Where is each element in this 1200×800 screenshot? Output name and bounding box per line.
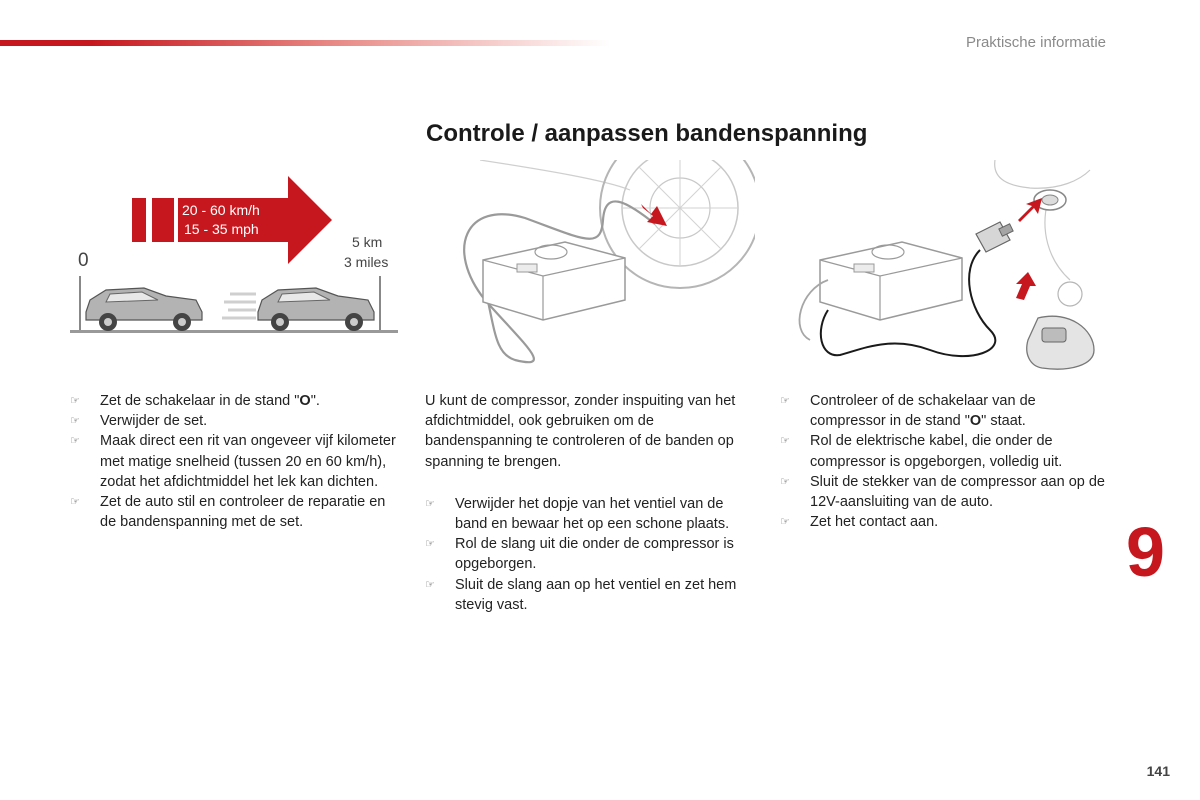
distance-km-label: 5 km xyxy=(352,234,383,250)
car-icon xyxy=(86,288,202,331)
hand-pointer-icon: ☞ xyxy=(70,496,80,509)
list-item xyxy=(70,391,400,411)
step-text: Zet de schakelaar in de stand " xyxy=(100,393,300,409)
step-text: Zet het contact aan. xyxy=(810,514,939,531)
list-item xyxy=(425,534,755,574)
drive-distance-illustration xyxy=(70,170,400,350)
list-item xyxy=(70,492,400,532)
arrow-icon xyxy=(1018,198,1042,222)
list-item xyxy=(70,411,400,431)
step-text: Verwijder het dopje van het ventiel van de band en bewaar het op een schone plaats. xyxy=(455,495,730,533)
hand-pointer-icon: ☞ xyxy=(780,475,790,488)
road-line xyxy=(70,330,398,333)
arrow-icon xyxy=(1016,272,1036,300)
list-item xyxy=(70,431,400,492)
step-text: Verwijder de set. xyxy=(100,413,208,430)
step-text: Sluit de stekker van de compressor aan op de 12V-aansluiting van de auto. xyxy=(810,473,1105,511)
list-item xyxy=(425,494,755,534)
plug-icon xyxy=(976,222,1013,252)
compressor-icon xyxy=(820,242,962,320)
compressor-12v-illustration xyxy=(780,160,1110,380)
list-item xyxy=(780,431,1110,471)
car-icon xyxy=(258,288,374,331)
hand-pointer-icon: ☞ xyxy=(70,435,80,448)
step-text: Rol de slang uit die onder de compressor is opgeborgen. xyxy=(455,536,734,573)
start-label: 0 xyxy=(78,250,89,271)
hand-pointer-icon: ☞ xyxy=(425,497,435,510)
step-list xyxy=(780,391,1110,532)
list-item xyxy=(425,575,755,615)
list-item xyxy=(780,512,1110,532)
step-text: Rol de elektrische kabel, die onder de compressor is opgeborgen, volledig uit. xyxy=(810,433,1063,470)
hand-pointer-icon: ☞ xyxy=(425,578,435,591)
distance-miles-label: 3 miles xyxy=(344,254,389,270)
speed-mph-label: 15 - 35 mph xyxy=(184,221,259,237)
speed-stripe xyxy=(152,198,174,242)
hand-pointer-icon: ☞ xyxy=(780,435,790,448)
step-text: ". xyxy=(310,393,320,409)
hand-pointer-icon: ☞ xyxy=(780,516,790,529)
hand-pointer-icon: ☞ xyxy=(780,395,790,407)
switch-position: O xyxy=(299,393,311,409)
step-list xyxy=(425,494,755,615)
motion-lines xyxy=(222,294,256,318)
switch-position: O xyxy=(969,413,982,430)
speed-stripe xyxy=(132,198,146,242)
hand-pointer-icon: ☞ xyxy=(425,538,435,551)
intro-paragraph: U kunt de compressor, zonder inspuiting van het afdichtmiddel, ook gebruiken om de bandenspanning te controleren of de banden op spanning te brengen. xyxy=(425,393,736,470)
list-item xyxy=(780,391,1110,431)
section-title: Praktische informatie xyxy=(965,34,1106,51)
instructions-column-2 xyxy=(425,391,755,615)
compressor-icon xyxy=(483,242,625,320)
instructions-column-1 xyxy=(70,391,400,532)
compressor-valve-illustration xyxy=(425,160,755,380)
header-accent-bar xyxy=(0,40,610,46)
hand-pointer-icon: ☞ xyxy=(70,395,80,407)
step-text: " staat. xyxy=(981,413,1026,430)
page-number: 141 xyxy=(1146,763,1170,779)
ignition-key-icon xyxy=(1027,282,1094,369)
step-text: Sluit de slang aan op het ventiel en zet hem stevig vast. xyxy=(455,576,737,613)
step-text: Zet de auto stil en controleer de reparatie en de bandenspanning met de set. xyxy=(100,494,386,531)
step-text: Controleer of de schakelaar van de compressor in de stand " xyxy=(810,393,1036,430)
arrow-right-icon xyxy=(178,176,332,264)
hand-pointer-icon: ☞ xyxy=(70,415,80,428)
chapter-number: 9 xyxy=(1126,513,1165,591)
step-text: Maak direct een rit van ongeveer vijf kilometer met matige snelheid (tussen 20 en 60 km/h), zodat het afdichtmiddel het lek kan dichten. xyxy=(100,433,396,490)
speed-kmh-label: 20 - 60 km/h xyxy=(182,202,260,218)
page-title: Controle / aanpassen bandenspanning xyxy=(426,120,868,147)
step-list xyxy=(70,391,400,532)
instructions-column-3 xyxy=(780,391,1110,532)
list-item xyxy=(780,472,1110,512)
